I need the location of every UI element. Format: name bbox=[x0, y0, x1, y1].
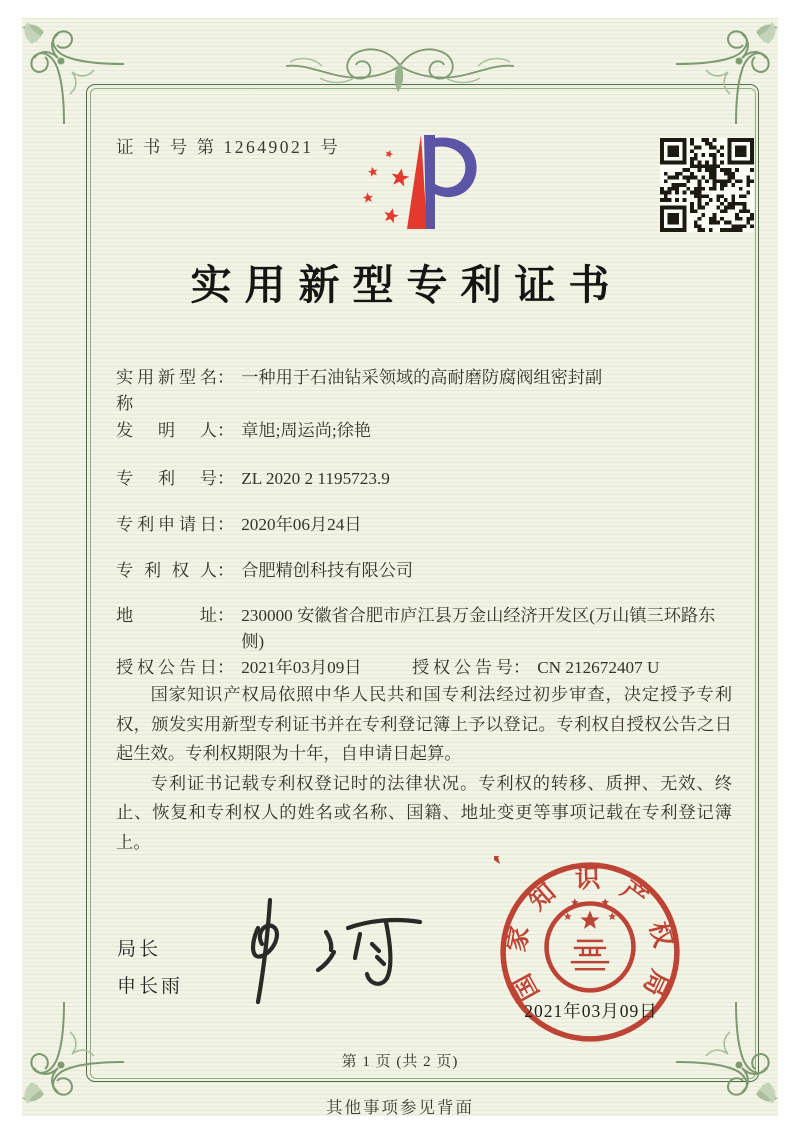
field-row-name bbox=[116, 365, 734, 417]
legal-paragraph-1: 国家知识产权局依照中华人民共和国专利法经过初步审查，决定授予专利权，颁发实用新型专利证书并在专利登记簿上予以登记。专利权自授权公告之日起生效。专利权期限为十年，自申请日起算。 bbox=[116, 685, 732, 763]
field-label: 授权公告日 bbox=[116, 658, 217, 677]
field-row-address bbox=[116, 603, 734, 655]
grant-number-value: CN 212672407 U bbox=[537, 658, 660, 677]
field-colon: ： bbox=[217, 606, 235, 625]
field-row-patentee bbox=[116, 558, 734, 584]
field-label: 地址 bbox=[116, 606, 217, 625]
seal-text: 国家知识产权局 bbox=[502, 864, 678, 1005]
field-value: 2020年06月24日 bbox=[241, 515, 362, 534]
field-value: 一种用于石油钻采领域的高耐磨防腐阀组密封副 bbox=[241, 368, 603, 387]
field-value: ZL 2020 2 1195723.9 bbox=[241, 469, 390, 488]
seal-date: 2021年03月09日 bbox=[524, 1001, 658, 1021]
field-row-patent-number bbox=[116, 466, 734, 492]
svg-text:国家知识产权局 bbox=[502, 865, 677, 1005]
certificate-title: 实用新型专利证书 bbox=[190, 262, 623, 308]
field-row-grant bbox=[116, 655, 734, 681]
legal-paragraph-2: 专利证书记载专利权登记时的法律状况。专利权的转移、质押、无效、终止、恢复和专利权人的姓名或名称、国籍、地址变更等事项记载在专利登记簿上。 bbox=[116, 773, 732, 852]
field-colon: ： bbox=[217, 368, 235, 387]
director-title: 局长 bbox=[117, 939, 162, 960]
certificate-number: 证 书 号 第 12649021 号 bbox=[116, 137, 341, 157]
grant-date-value: 2021年03月09日 bbox=[241, 658, 362, 677]
cnipa-logo-icon bbox=[358, 132, 484, 252]
field-label: 授权公告号 bbox=[412, 658, 513, 677]
grant-number-group bbox=[412, 655, 734, 681]
national-emblem-icon bbox=[494, 856, 633, 990]
legal-text bbox=[116, 680, 732, 857]
field-label: 发明人 bbox=[116, 421, 217, 440]
field-colon: ： bbox=[217, 469, 235, 488]
field-colon: ： bbox=[217, 658, 235, 677]
qr-code bbox=[660, 138, 754, 232]
field-label: 实用新型名称 bbox=[116, 368, 217, 413]
field-colon: ： bbox=[217, 421, 235, 440]
field-row-filing-date bbox=[116, 512, 734, 538]
back-note: 其他事项参见背面 bbox=[326, 1098, 474, 1117]
director-name: 申长雨 bbox=[117, 976, 184, 997]
field-colon: ： bbox=[513, 658, 531, 677]
field-colon: ： bbox=[217, 561, 235, 580]
field-label: 专利申请日 bbox=[116, 515, 217, 534]
field-row-inventors bbox=[116, 418, 734, 444]
field-label: 专利号 bbox=[116, 469, 217, 488]
field-value: 章旭;周运尚;徐艳 bbox=[241, 421, 372, 440]
field-label: 专利权人 bbox=[116, 561, 217, 580]
field-value: 230000 安徽省合肥市庐江县万金山经济开发区(万山镇三环路东侧) bbox=[241, 606, 716, 651]
grant-date-group bbox=[116, 655, 412, 681]
field-value: 合肥精创科技有限公司 bbox=[241, 561, 414, 580]
field-colon: ： bbox=[217, 515, 235, 534]
director-signature bbox=[230, 894, 436, 1012]
page-number: 第 1 页 (共 2 页) bbox=[341, 1054, 459, 1070]
certificate-paper bbox=[22, 18, 778, 1116]
